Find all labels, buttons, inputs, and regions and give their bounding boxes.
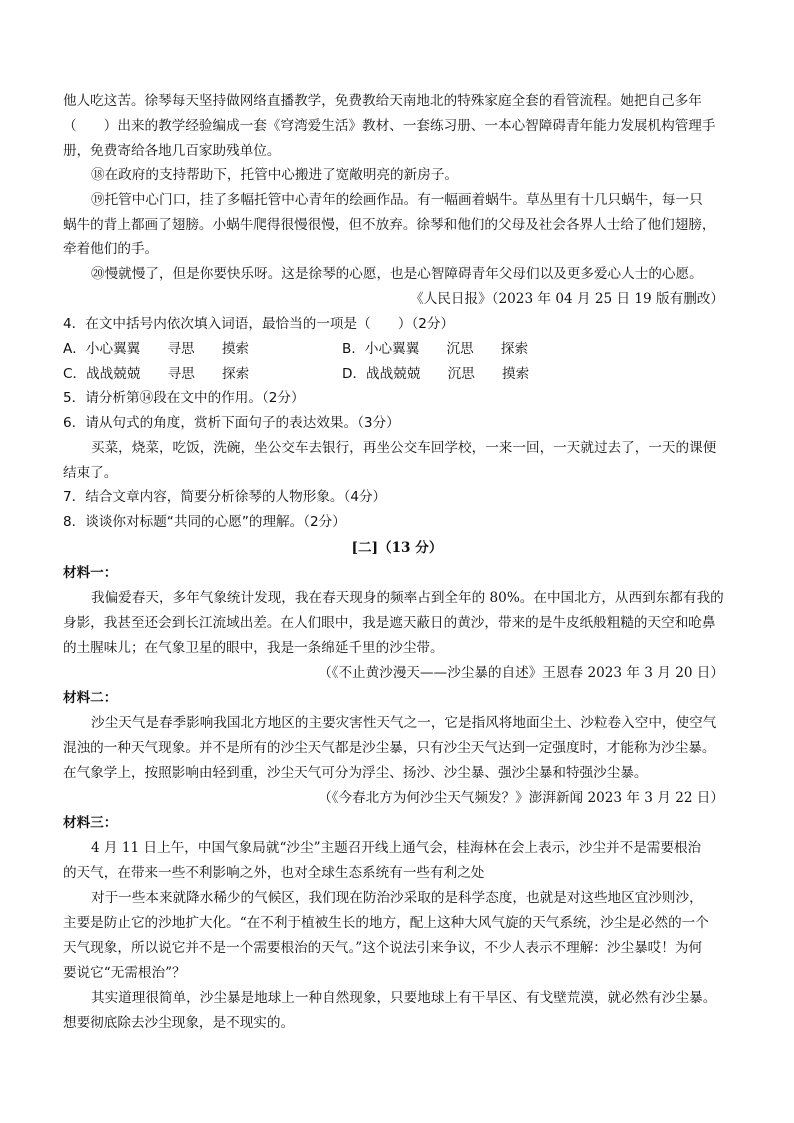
option-c: C．战战兢兢 寻思 探索 bbox=[63, 366, 250, 382]
material-2-source: （《今春北方为何沙尘天气频发？》澎湃新闻 2023 年 3 月 22 日） bbox=[318, 790, 724, 806]
material-3-text: 要说它“无需根治”？ bbox=[63, 965, 186, 981]
material-1-label: 材料一： bbox=[63, 565, 118, 581]
material-2-text: 混浊的一种天气现象。并不是所有的沙尘天气都是沙尘暴，只有沙尘天气达到一定强度时，才能称为沙尘暴。 bbox=[63, 740, 716, 756]
material-3-text: 其实道理很简单，沙尘暴是地球上一种自然现象，只要地球上有干旱区、有戈壁荒漠，就必然有沙尘暴。 bbox=[91, 990, 717, 1006]
material-1-text: 的土腥味儿；在气象卫星的眼中，我是一条绵延千里的沙尘带。 bbox=[63, 640, 444, 656]
passage-line: （ ）出来的教学经验编成一套《穹湾爱生活》教材、一套练习册、一本心智障碍青年能力发展机构管理手 bbox=[63, 118, 716, 134]
material-3-label: 材料三： bbox=[63, 815, 118, 831]
passage-line: 册，免费寄给各地几百家助残单位。 bbox=[63, 143, 281, 159]
passage-line: 牵着他们的手。 bbox=[63, 241, 159, 257]
material-1-text: 身影，我甚至还会到长江流域出差。在人们眼中，我是遮天蔽日的黄沙，带来的是牛皮纸般粗糙的天空和呛鼻 bbox=[63, 615, 716, 631]
question-6-quote: 结束了。 bbox=[63, 465, 118, 481]
question-4: 4．在文中括号内依次填入词语，最恰当的一项是（ ）（2分） bbox=[63, 316, 455, 332]
question-8: 8．谈谈你对标题“共同的心愿”的理解。（2分） bbox=[63, 514, 346, 530]
option-a: A．小心翼翼 寻思 摸索 bbox=[63, 341, 250, 357]
material-3-text: 4 月 11 日上午，中国气象局就“沙尘”主题召开线上通气会，桂海林在会上表示，沙尘并不是需要根治 bbox=[91, 840, 702, 856]
material-3-text: 主要是防止它的沙地扩大化。“在不利于植被生长的地方，配上这种大风气旋的天气系统，沙尘是必然的一个 bbox=[63, 915, 709, 931]
material-3-text: 对于一些本来就降水稀少的气候区，我们现在防治沙采取的是科学态度，也就是对这些地区宜沙则沙， bbox=[91, 890, 703, 906]
paragraph-18: ⑱在政府的支持帮助下，托管中心搬进了宽敞明亮的新房子。 bbox=[91, 167, 459, 183]
material-3-text: 想要彻底除去沙尘现象，是不现实的。 bbox=[63, 1015, 295, 1031]
passage-line: 他人吃这苦。徐琴每天坚持做网络直播教学，免费教给天南地北的特殊家庭全套的看管流程。她把自己多年 bbox=[63, 93, 702, 109]
option-b: B．小心翼翼 沉思 探索 bbox=[342, 341, 529, 357]
section-heading: [二]（13 分） bbox=[351, 540, 443, 556]
material-2-label: 材料二： bbox=[63, 690, 118, 706]
paragraph-20: ⑳慢就慢了，但是你要快乐呀。这是徐琴的心愿，也是心智障碍青年父母们以及更多爱心人士的心愿。 bbox=[91, 266, 703, 282]
passage-line: 蜗牛的背上都画了翅膀。小蜗牛爬得很慢很慢，但不放弃。徐琴和他们的父母及社会各界人士给了他们翅膀， bbox=[63, 217, 716, 233]
material-1-text: 我偏爱春天，多年气象统计发现，我在春天现身的频率占到全年的 80%。在中国北方，从西到东都有我的 bbox=[91, 590, 724, 606]
material-2-text: 在气象学上，按照影响由轻到重，沙尘天气可分为浮尘、扬沙、沙尘暴、强沙尘暴和特强沙尘暴。 bbox=[63, 765, 648, 781]
material-2-text: 沙尘天气是春季影响我国北方地区的主要灾害性天气之一，它是指风将地面尘土、沙粒卷入空中，使空气 bbox=[91, 715, 717, 731]
question-7: 7．结合文章内容，简要分析徐琴的人物形象。（4分） bbox=[63, 489, 387, 505]
material-3-text: 天气现象，所以说它并不是一个需要根治的天气。”这个说法引来争议，不少人表示不理解：沙尘暴哎！为何 bbox=[63, 940, 703, 956]
material-1-source: （《不止黄沙漫天——沙尘暴的自述》王恩春 2023 年 3 月 20 日） bbox=[318, 665, 724, 681]
material-3-text: 的天气，在带来一些不利影响之外，也对全球生态系统有一些有利之处 bbox=[63, 865, 485, 881]
passage-source: 《人民日报》（2023 年 04 月 25 日 19 版有删改） bbox=[410, 291, 724, 307]
question-6-quote: 买菜，烧菜，吃饭，洗碗，坐公交车去银行，再坐公交车回学校，一来一回，一天就过去了，一天的课便 bbox=[91, 440, 717, 456]
question-5: 5．请分析第⑭段在文中的作用。（2分） bbox=[63, 390, 305, 406]
question-6: 6．请从句式的角度，赏析下面句子的表达效果。（3分） bbox=[63, 415, 400, 431]
option-d: D．战战兢兢 沉思 摸索 bbox=[342, 366, 530, 382]
paragraph-19: ⑲托管中心门口，挂了多幅托管中心青年的绘画作品。有一幅画着蜗牛。草丛里有十几只蜗牛，每一只 bbox=[91, 192, 703, 208]
